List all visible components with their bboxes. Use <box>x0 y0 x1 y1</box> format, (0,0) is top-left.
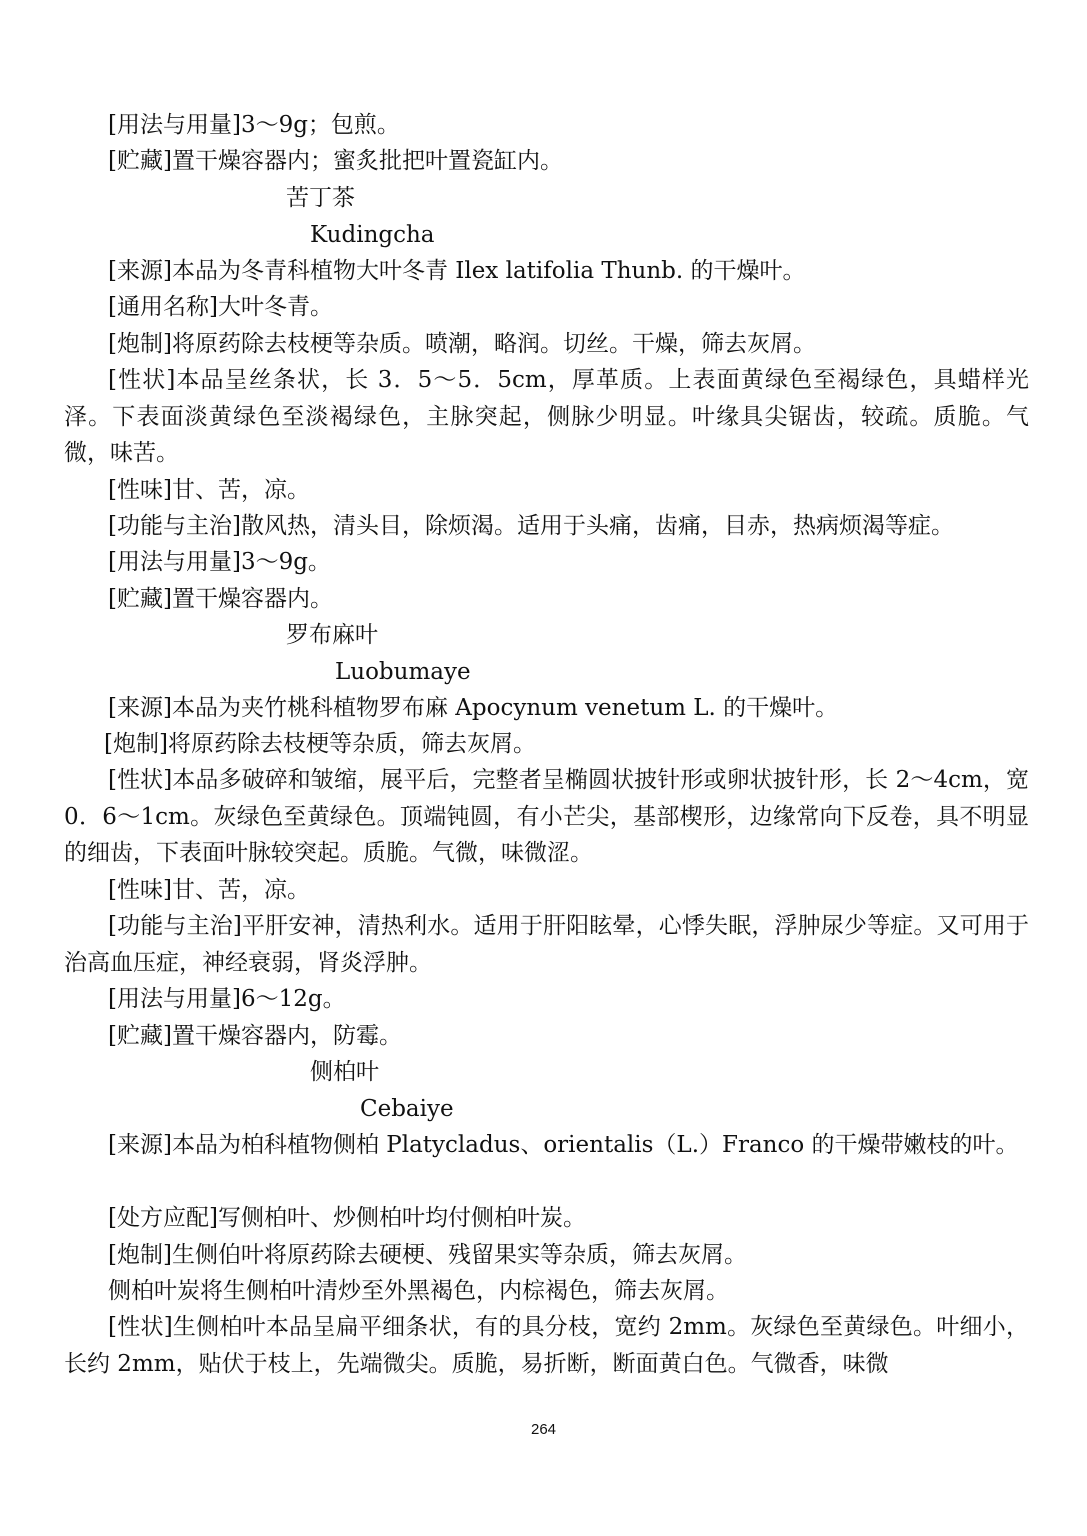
luobumaye-functions: [功能与主治]平肝安神，清热利水。适用于肝阳眩晕，心悸失眠，浮肿尿少等症。又可用于治高血压症，神经衰弱，肾炎浮肿。 <box>64 913 1029 976</box>
kudingcha-common-name: [通用名称]大叶冬青。 <box>108 294 333 320</box>
cebaiye-description: [性状]生侧柏叶本品呈扁平细条状，有的具分枝，宽约 2mm。灰绿色至黄绿色。叶细小，长约 2mm，贴伏于枝上，先端微尖。质脆，易折断，断面黄白色。气微香，味微 <box>64 1314 1029 1377</box>
kudingcha-description: [性状]本品呈丝条状，长 3．5～5．5cm，厚革质。上表面黄绿色至褐绿色，具蜡样光泽。下表面淡黄绿色至淡褐绿色，主脉突起，侧脉少明显。叶缘具尖锯齿，较疏。质脆。气微，味苦。 <box>64 367 1029 466</box>
luobumaye-usage: [用法与用量]6～12g。 <box>108 986 346 1012</box>
page-number: 264 <box>530 1421 557 1438</box>
luobumaye-nature: [性味]甘、苦，凉。 <box>108 877 310 903</box>
kudingcha-nature: [性味]甘、苦，凉。 <box>108 477 310 503</box>
kudingcha-usage: [用法与用量]3～9g。 <box>108 549 331 575</box>
cebaiye-processing: [炮制]生侧伯叶将原药除去硬梗、残留果实等杂质，筛去灰屑。 <box>108 1242 747 1268</box>
luobumaye-storage: [贮藏]置干燥容器内，防霉。 <box>108 1023 402 1049</box>
cebaiye-processing-charcoal: 侧柏叶炭将生侧柏叶清炒至外黑褐色，内棕褐色，筛去灰屑。 <box>108 1278 729 1304</box>
cebaiye-source: [来源]本品为柏科植物侧柏 Platycladus、orientalis（L.）Franco 的干燥带嫩枝的叶。 <box>108 1132 1019 1158</box>
cebaiye-title: 侧柏叶 <box>310 1059 379 1085</box>
kudingcha-functions: [功能与主治]散风热，清头目，除烦渴。适用于头痛，齿痛，目赤，热病烦渴等症。 <box>108 513 954 539</box>
kudingcha-title: 苦丁茶 <box>286 185 355 211</box>
kudingcha-processing: [炮制]将原药除去枝梗等杂质。喷潮，略润。切丝。干燥，筛去灰屑。 <box>108 331 816 357</box>
luobumaye-latin: Luobumaye <box>335 659 471 685</box>
cebaiye-latin: Cebaiye <box>360 1096 454 1122</box>
kudingcha-latin: Kudingcha <box>310 222 435 248</box>
kudingcha-source: [来源]本品为冬青科植物大叶冬青 Ilex latifolia Thunb. 的干燥叶。 <box>108 258 806 284</box>
cebaiye-prescription: [处方应配]写侧柏叶、炒侧柏叶均付侧柏叶炭。 <box>108 1205 586 1231</box>
prev-usage: [用法与用量]3～9g；包煎。 <box>108 112 400 138</box>
luobumaye-processing: [炮制]将原药除去枝梗等杂质，筛去灰屑。 <box>104 731 536 757</box>
luobumaye-source: [来源]本品为夹竹桃科植物罗布麻 Apocynum venetum L. 的干燥叶。 <box>108 695 839 721</box>
prev-storage: [贮藏]置干燥容器内；蜜炙批把叶置瓷缸内。 <box>108 148 563 174</box>
kudingcha-storage: [贮藏]置干燥容器内。 <box>108 586 333 612</box>
luobumaye-description: [性状]本品多破碎和皱缩，展平后，完整者呈椭圆状披针形或卵状披针形，长 2～4cm，宽 0．6～1cm。灰绿色至黄绿色。顶端钝圆，有小芒尖，基部楔形，边缘常向下反卷，具不明显的细齿，下表面叶脉较突起。质脆。气微，味微涩。 <box>64 767 1029 866</box>
luobumaye-title: 罗布麻叶 <box>286 622 378 648</box>
